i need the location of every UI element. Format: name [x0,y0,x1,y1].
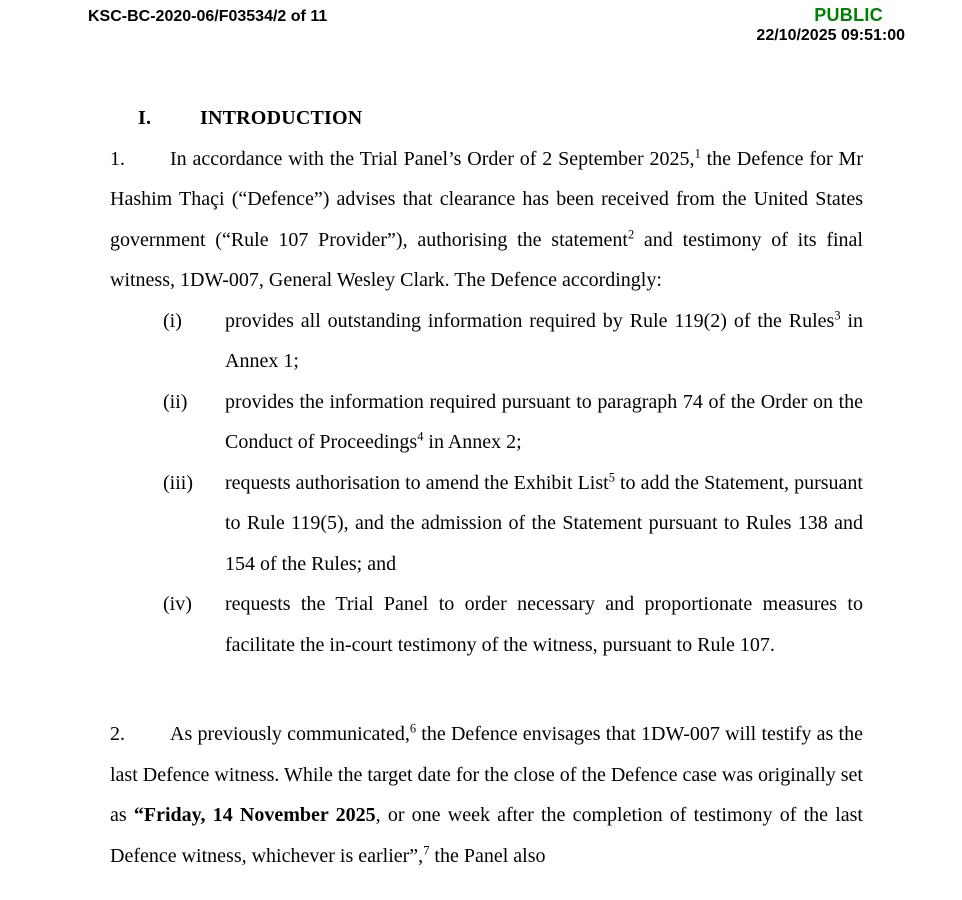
list-item-i [110,301,863,382]
list-item-i-label: (i) [163,309,182,332]
section-title: INTRODUCTION [200,107,363,129]
paragraph-1-text: In accordance with the Trial Panel’s Order of 2 September 2025,$^1$ the Defence for Mr Hashim Thaçi (“Defence”) advises that clearance has been received from the United States government (“Rule 107 Provider”), authorising the statement$^2$ and testimony of its final witness, 1DW-007, General Wesley Clark. The Defence accordingly: [110,145,864,291]
document-body [110,98,863,876]
paragraph-2 [110,714,863,876]
list-item-ii-label: (ii) [163,390,188,413]
header-right-block [756,5,905,45]
list-item-iv-text: requests the Trial Panel to order necessary and proportionate measures to facilitate the in-court testimony of the witness, pursuant to Rule 107. [225,593,863,656]
list-item-i-text: provides all outstanding information required by Rule 119(2) of the Rules$^3$ in Annex 1; [225,307,863,372]
section-heading [110,98,863,139]
list-item-iii-label: (iii) [163,471,193,494]
classification-badge: PUBLIC [814,5,883,25]
section-number: I. [138,107,152,129]
paragraph-2-text: As previously communicated,$^6$ the Defence envisages that 1DW-007 will testify as the last Defence witness. While the target date for the close of the Defence case was originally set as “Friday, 14 November 2025, or one week after the completion of testimony of the last Defence witness, whichever is earlier”,$^7$ the Panel also [110,721,863,867]
list-item-iv [110,584,863,665]
list-item-ii [110,382,863,463]
list-item-iii [110,463,863,585]
list-item-ii-text: provides the information required pursuant to paragraph 74 of the Order on the Conduct of Proceedings$^4$ in Annex 2; [225,390,863,453]
timestamp: 22/10/2025 09:51:00 [756,27,905,44]
list-item-iv-label: (iv) [163,593,192,615]
paragraph-1-number: 1. [110,147,125,170]
filing-number: KSC-BC-2020-06/F03534/2 of 11 [88,8,328,25]
list-item-iii-text: requests authorisation to amend the Exhibit List$^5$ to add the Statement, pursuant to Rule 119(5), and the admission of the Statement pursuant to Rules 138 and 154 of the Rules; and [225,469,863,575]
paragraph-1 [110,139,863,301]
paragraph-2-number: 2. [110,723,125,745]
roman-numeral-list [110,301,863,666]
